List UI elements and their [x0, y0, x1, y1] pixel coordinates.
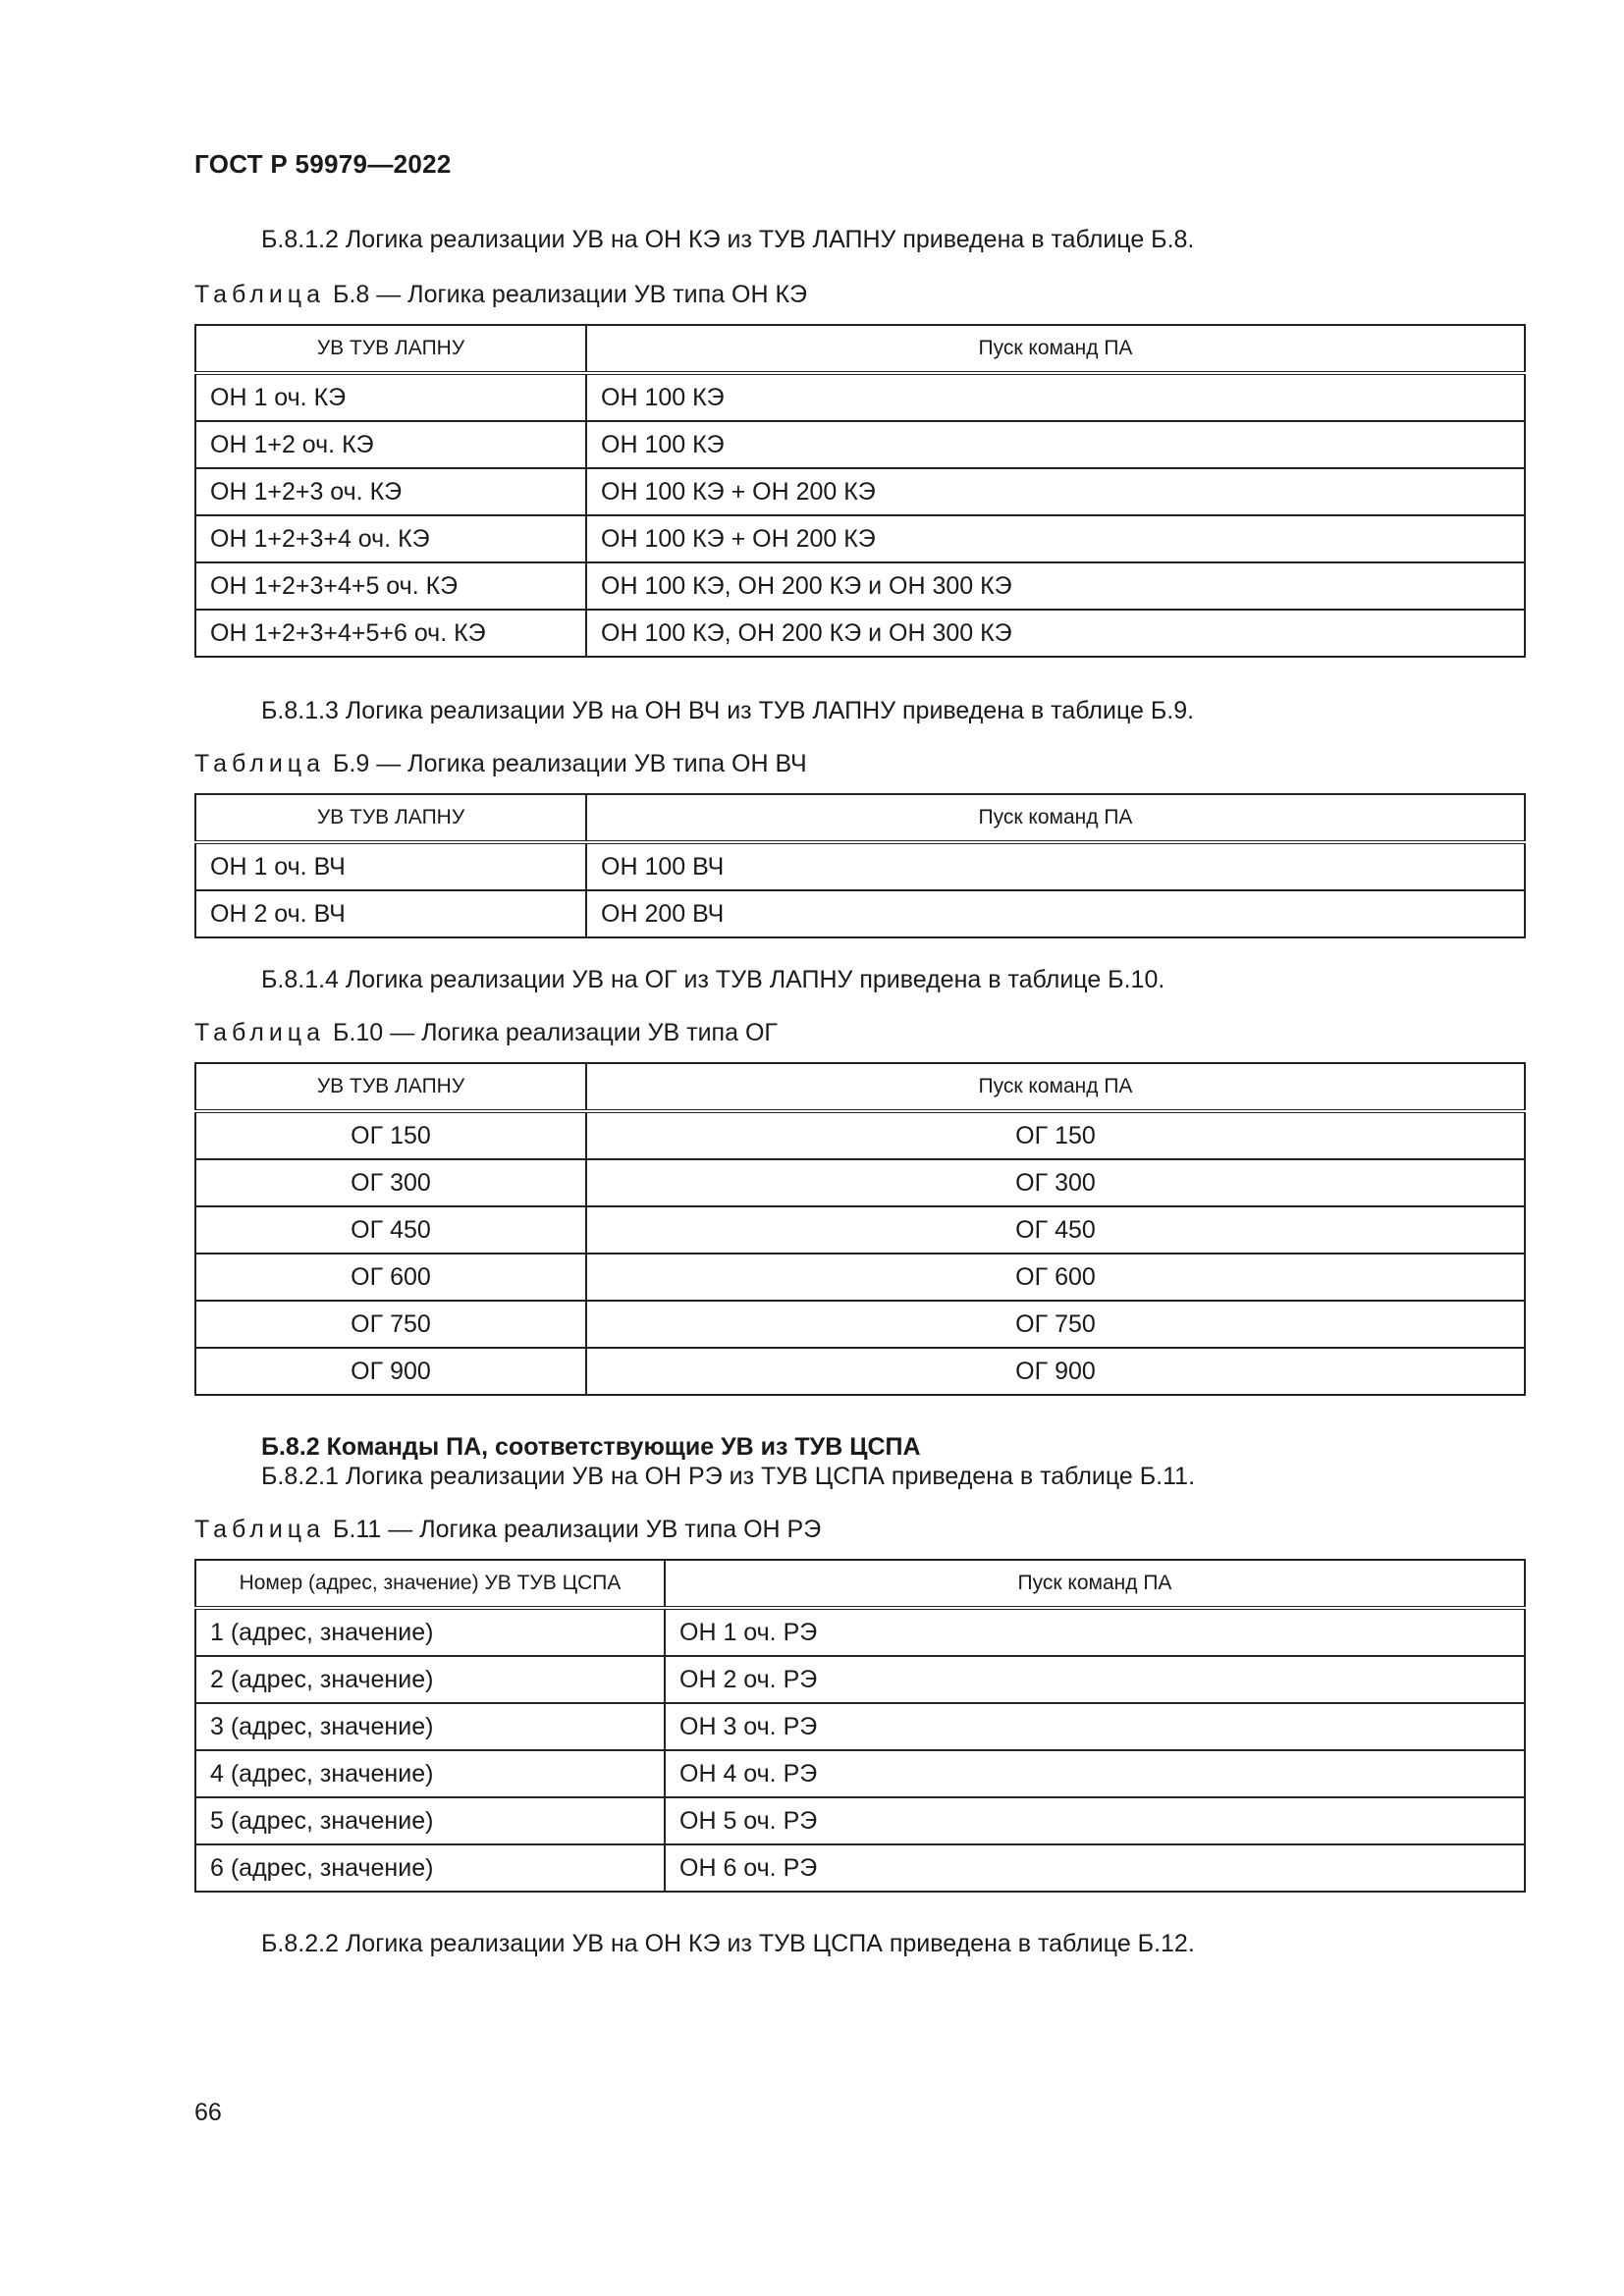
- table-row: [195, 1656, 1525, 1703]
- table-cell: ОГ 300: [195, 1159, 586, 1206]
- table-cell: ОГ 300: [586, 1159, 1525, 1206]
- table-cell: 2 (адрес, значение): [195, 1656, 665, 1703]
- table-cell: ОН 100 ВЧ: [586, 842, 1525, 890]
- table-cell: ОН 1 оч. ВЧ: [195, 842, 586, 890]
- table-cell: ОГ 750: [195, 1301, 586, 1348]
- caption-text: Б.10 — Логика реализации УВ типа ОГ: [333, 1019, 778, 1046]
- paragraph-b822: Б.8.2.2 Логика реализации УВ на ОН КЭ из ТУВ ЦСПА приведена в таблице Б.12.: [261, 1930, 1195, 1957]
- table-cell: ОГ 750: [586, 1301, 1525, 1348]
- column-header: УВ ТУВ ЛАПНУ: [195, 1063, 586, 1111]
- table-row: [195, 1301, 1525, 1348]
- table-row: [195, 515, 1525, 562]
- table-row: [195, 1797, 1525, 1844]
- table-cell: ОН 100 КЭ + ОН 200 КЭ: [586, 515, 1525, 562]
- table-caption-b8: [194, 281, 807, 309]
- table-caption-b10: [194, 1019, 778, 1047]
- table-cell: ОН 2 оч. РЭ: [665, 1656, 1525, 1703]
- table-cell: ОН 1+2+3+4+5 оч. КЭ: [195, 562, 586, 610]
- caption-word: Таблица: [194, 1019, 326, 1046]
- table-b8: [194, 324, 1526, 658]
- table-cell: ОН 1 оч. РЭ: [665, 1608, 1525, 1656]
- table-row: [195, 610, 1525, 657]
- table-b11: [194, 1559, 1526, 1893]
- column-header: Пуск команд ПА: [586, 325, 1525, 373]
- table-cell: ОГ 150: [586, 1111, 1525, 1159]
- caption-word: Таблица: [194, 281, 326, 308]
- table-cell: ОН 4 оч. РЭ: [665, 1750, 1525, 1797]
- table-cell: ОГ 450: [195, 1206, 586, 1254]
- caption-word: Таблица: [194, 1516, 326, 1543]
- page-number: 66: [194, 2099, 222, 2126]
- column-header: УВ ТУВ ЛАПНУ: [195, 794, 586, 842]
- paragraph-b813: Б.8.1.3 Логика реализации УВ на ОН ВЧ из ТУВ ЛАПНУ приведена в таблице Б.9.: [261, 697, 1195, 724]
- table-cell: ОН 1+2 оч. КЭ: [195, 421, 586, 468]
- table-cell: ОН 1+2+3+4 оч. КЭ: [195, 515, 586, 562]
- table-cell: ОН 1+2+3 оч. КЭ: [195, 468, 586, 515]
- table-cell: 1 (адрес, значение): [195, 1608, 665, 1656]
- table-cell: ОН 1+2+3+4+5+6 оч. КЭ: [195, 610, 586, 657]
- caption-text: Б.9 — Логика реализации УВ типа ОН ВЧ: [333, 750, 807, 777]
- table-row: [195, 1750, 1525, 1797]
- table-row: [195, 373, 1525, 421]
- paragraph-b812: Б.8.1.2 Логика реализации УВ на ОН КЭ из ТУВ ЛАПНУ приведена в таблице Б.8.: [261, 226, 1195, 253]
- table-cell: ОН 100 КЭ, ОН 200 КЭ и ОН 300 КЭ: [586, 610, 1525, 657]
- table-cell: ОГ 150: [195, 1111, 586, 1159]
- table-row: [195, 1159, 1525, 1206]
- column-header: УВ ТУВ ЛАПНУ: [195, 325, 586, 373]
- table-row: [195, 842, 1525, 890]
- table-caption-b9: [194, 750, 807, 778]
- caption-text: Б.8 — Логика реализации УВ типа ОН КЭ: [333, 281, 808, 308]
- table-row: [195, 1703, 1525, 1750]
- table-cell: 6 (адрес, значение): [195, 1844, 665, 1892]
- table-cell: ОГ 900: [586, 1348, 1525, 1395]
- paragraph-b814: Б.8.1.4 Логика реализации УВ на ОГ из ТУВ ЛАПНУ приведена в таблице Б.10.: [261, 966, 1165, 993]
- table-cell: ОГ 600: [586, 1254, 1525, 1301]
- table-row: [195, 468, 1525, 515]
- table-header-row: [195, 1560, 1525, 1608]
- table-row: [195, 1844, 1525, 1892]
- table-cell: ОН 3 оч. РЭ: [665, 1703, 1525, 1750]
- column-header: Пуск команд ПА: [665, 1560, 1525, 1608]
- table-header-row: [195, 1063, 1525, 1111]
- table-cell: 5 (адрес, значение): [195, 1797, 665, 1844]
- table-row: [195, 1206, 1525, 1254]
- table-row: [195, 1254, 1525, 1301]
- table-cell: ОН 200 ВЧ: [586, 890, 1525, 937]
- table-cell: ОГ 600: [195, 1254, 586, 1301]
- table-cell: ОН 100 КЭ: [586, 421, 1525, 468]
- column-header: Пуск команд ПА: [586, 1063, 1525, 1111]
- table-b9: [194, 793, 1526, 938]
- table-row: [195, 1348, 1525, 1395]
- table-row: [195, 890, 1525, 937]
- paragraph-b821: Б.8.2.1 Логика реализации УВ на ОН РЭ из ТУВ ЦСПА приведена в таблице Б.11.: [261, 1463, 1196, 1490]
- section-heading-b82: Б.8.2 Команды ПА, соответствующие УВ из ТУВ ЦСПА: [261, 1433, 921, 1461]
- table-cell: ОН 2 оч. ВЧ: [195, 890, 586, 937]
- table-row: [195, 421, 1525, 468]
- column-header: Номер (адрес, значение) УВ ТУВ ЦСПА: [195, 1560, 665, 1608]
- table-cell: 3 (адрес, значение): [195, 1703, 665, 1750]
- table-cell: ОГ 450: [586, 1206, 1525, 1254]
- table-cell: ОН 100 КЭ: [586, 373, 1525, 421]
- table-cell: ОН 6 оч. РЭ: [665, 1844, 1525, 1892]
- table-b10: [194, 1062, 1526, 1396]
- table-header-row: [195, 794, 1525, 842]
- table-cell: ОН 100 КЭ + ОН 200 КЭ: [586, 468, 1525, 515]
- table-cell: ОН 5 оч. РЭ: [665, 1797, 1525, 1844]
- table-cell: ОН 1 оч. КЭ: [195, 373, 586, 421]
- table-cell: 4 (адрес, значение): [195, 1750, 665, 1797]
- table-row: [195, 1111, 1525, 1159]
- caption-word: Таблица: [194, 750, 326, 777]
- document-header: ГОСТ Р 59979—2022: [194, 149, 452, 179]
- table-row: [195, 1608, 1525, 1656]
- column-header: Пуск команд ПА: [586, 794, 1525, 842]
- caption-text: Б.11 — Логика реализации УВ типа ОН РЭ: [333, 1516, 822, 1543]
- table-cell: ОН 100 КЭ, ОН 200 КЭ и ОН 300 КЭ: [586, 562, 1525, 610]
- table-header-row: [195, 325, 1525, 373]
- table-cell: ОГ 900: [195, 1348, 586, 1395]
- table-caption-b11: [194, 1516, 821, 1544]
- table-row: [195, 562, 1525, 610]
